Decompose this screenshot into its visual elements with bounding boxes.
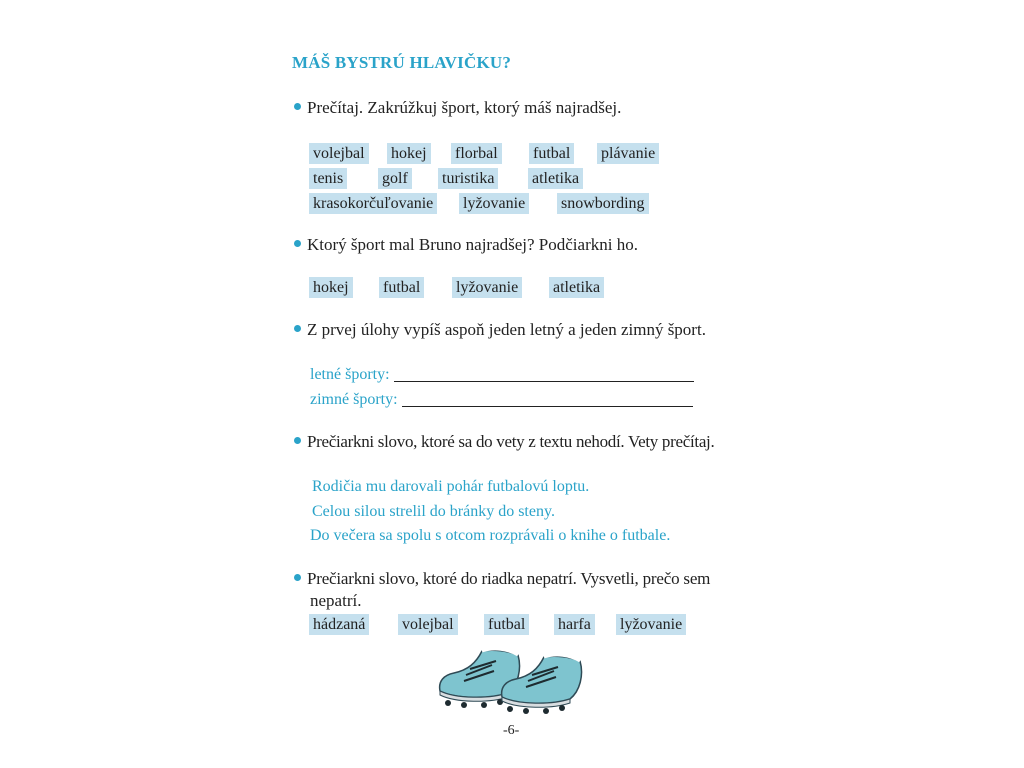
sport-chip[interactable]: atletika: [528, 168, 583, 189]
winter-sports-answer-line[interactable]: [402, 405, 693, 407]
sport-chip[interactable]: hokej: [387, 143, 431, 164]
sport-chip[interactable]: lyžovanie: [616, 614, 686, 635]
sport-chip[interactable]: futbal: [379, 277, 424, 298]
task5-text-line2: nepatrí.: [310, 591, 362, 610]
task2-text: Ktorý šport mal Bruno najradšej? Podčiarkni ho.: [307, 235, 638, 254]
summer-sports-row: [310, 366, 694, 384]
sport-chip[interactable]: tenis: [309, 168, 347, 189]
task3-instruction: [294, 320, 706, 340]
task2-instruction: [294, 235, 638, 255]
sport-chip[interactable]: plávanie: [597, 143, 659, 164]
bullet-icon: [294, 103, 301, 110]
winter-sports-label: zimné športy:: [310, 391, 398, 408]
sport-chip[interactable]: hokej: [309, 277, 353, 298]
bullet-icon: [294, 325, 301, 332]
task5-instruction: [294, 569, 710, 589]
bullet-icon: [294, 437, 301, 444]
sport-chip[interactable]: atletika: [549, 277, 604, 298]
sport-chip[interactable]: volejbal: [398, 614, 458, 635]
task4-text: Prečiarkni slovo, ktoré sa do vety z textu nehodí. Vety prečítaj.: [307, 432, 715, 451]
sport-chip[interactable]: lyžovanie: [459, 193, 529, 214]
sport-chip[interactable]: turistika: [438, 168, 498, 189]
task3-text: Z prvej úlohy vypíš aspoň jeden letný a jeden zimný šport.: [307, 320, 706, 339]
sport-chip[interactable]: krasokorčuľovanie: [309, 193, 437, 214]
football-boots-icon: [436, 645, 586, 717]
sport-chip[interactable]: golf: [378, 168, 412, 189]
sport-chip[interactable]: snowbording: [557, 193, 649, 214]
sport-chip[interactable]: lyžovanie: [452, 277, 522, 298]
sport-chip[interactable]: futbal: [484, 614, 529, 635]
summer-sports-answer-line[interactable]: [394, 380, 694, 382]
sport-chip[interactable]: florbal: [451, 143, 502, 164]
sport-chip[interactable]: harfa: [554, 614, 595, 635]
sentence: Do večera sa spolu s otcom rozprávali o knihe o futbale.: [310, 527, 671, 544]
page-number: -6-: [503, 723, 520, 738]
bullet-icon: [294, 240, 301, 247]
sentence: Celou silou strelil do bránky do steny.: [312, 503, 555, 520]
sport-chip[interactable]: volejbal: [309, 143, 369, 164]
sport-chip[interactable]: hádzaná: [309, 614, 369, 635]
bullet-icon: [294, 574, 301, 581]
page-title: MÁŠ BYSTRÚ HLAVIČKU?: [292, 53, 512, 72]
summer-sports-label: letné športy:: [310, 366, 390, 383]
sentence: Rodičia mu darovali pohár futbalovú loptu.: [312, 478, 590, 495]
sport-chip[interactable]: futbal: [529, 143, 574, 164]
task1-text: Prečítaj. Zakrúžkuj šport, ktorý máš najradšej.: [307, 98, 622, 117]
task1-instruction: [294, 98, 621, 118]
task5-text-line1: Prečiarkni slovo, ktoré do riadka nepatrí. Vysvetli, prečo sem: [307, 569, 711, 588]
task4-instruction: [294, 432, 714, 452]
winter-sports-row: [310, 391, 693, 409]
